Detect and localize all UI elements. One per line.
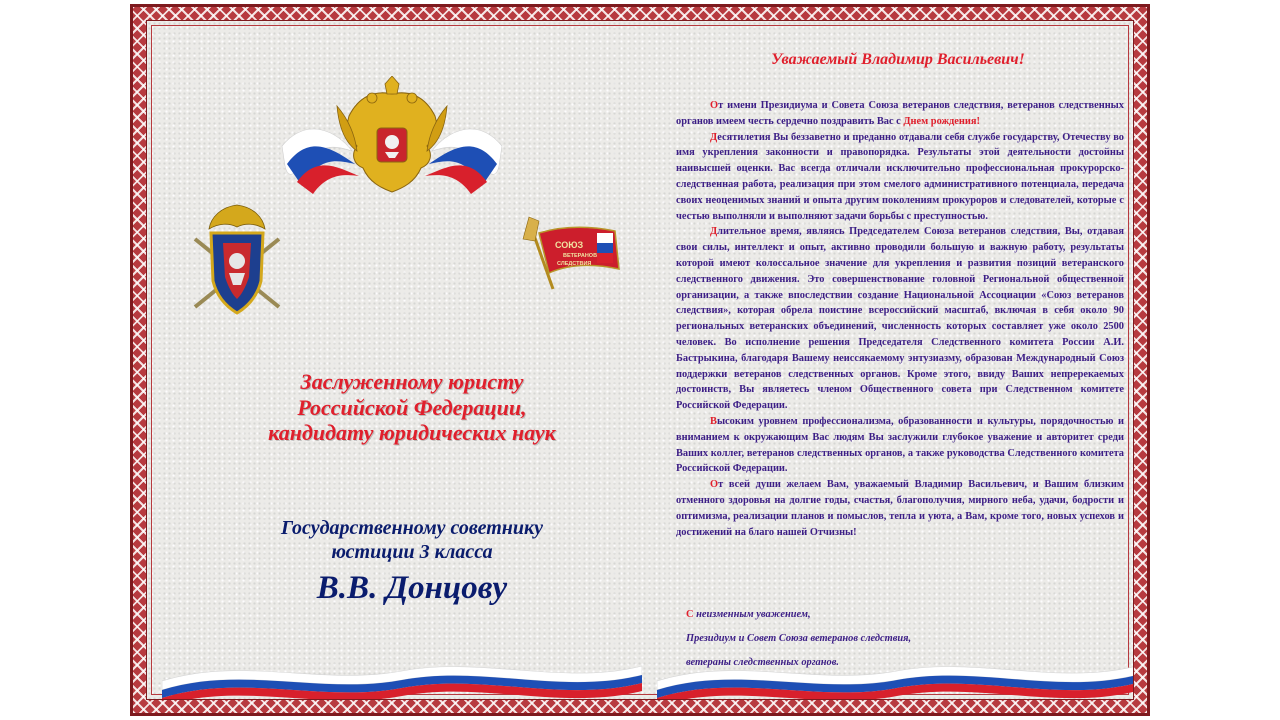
greeting-heading: Уважаемый Владимир Васильевич! (771, 51, 1025, 68)
certificate-sheet (147, 21, 1133, 699)
letter-paragraph: От имени Президиума и Совета Союза ветеранов следствия, ветеранов следственных органов имеем честь сердечно поздравить Вас с Днем рождения! (676, 100, 1124, 127)
honorary-title-line: Заслуженному юристу (300, 369, 524, 394)
double-headed-eagle-icon (277, 76, 507, 206)
rank-title (227, 516, 597, 564)
pennant-text-line2: ВЕТЕРАНОВ (563, 253, 598, 259)
honorary-title-line: кандидату юридических наук (268, 420, 556, 446)
recipient-name: В.В. Донцову (316, 570, 508, 606)
letter-paragraph: Десятилетия Вы беззаветно и преданно отдавали себя службе государству, Отечеству во имя укрепления законности и правопорядка. Результаты этой деятельности достойны наивысшей оценки. Вас всегда отличали исключительно профессиональная прокурорско-следственная работа, реализация при этом смелого административного потенциала, передача своих неоценимых знаний и опыта другим поколениям прокуроров и следователей, которые с честью выполняли и выполняют задачи борьбы с преступностью. (676, 131, 1124, 222)
signature-line: неизменным уважением, (693, 609, 811, 620)
ornamental-frame (130, 4, 1150, 716)
rank-title-line: юстиции 3 класса (331, 541, 493, 563)
pennant-text-line3: СЛЕДСТВИЯ (557, 261, 592, 267)
signature-block: С неизменным уважением, Президиум и Совет Союза ветеранов следствия, ветераны следственных органов. (686, 603, 1106, 675)
letter-paragraph: Высоким уровнем профессионализма, образованности и культуры, порядочностью и вниманием к окружающим Вас людям Вы заслужили глубокое уважение и авторитет среди Ваших коллег, ветеранов следственных органов, а также руководства Следственного комитета Российской Федерации. (676, 415, 1124, 475)
rank-title-line: Государственному советнику (280, 517, 544, 539)
letter-body (676, 98, 1124, 540)
investigative-committee-emblem-icon (187, 199, 287, 319)
letter-paragraph: От всей души желаем Вам, уважаемый Владимир Васильевич, и Вашим близким отменного здоровья на долгие годы, счастья, благополучия, мирного неба, удачи, бодрости и оптимизма, реализации планов и помыслов, тепла и уюта, а Вам, кроме того, новых успехов и достижений на благо нашей Отчизны! (676, 479, 1124, 538)
honorary-title (207, 369, 617, 446)
honorary-title-line: Российской Федерации, (297, 394, 527, 420)
letter-paragraph: Длительное время, являясь Председателем Союза ветеранов следствия, Вы, отдавая свои силы, интеллект и опыт, активно проводили большую и важную работу, результаты которой имеют колоссальное значение для укрепления и развития позиций ветеранского следственного движения. Это совершенствование головной Региональной общественной организации, а также впоследствии создание Национальной Ассоциации «Союз ветеранов следствия», которая обрела поистине всероссийский масштаб, включая в себя около 90 региональных ветеранских объединений, численность которых составляет уже около 2500 человек. Во исполнение решения Председателя Следственного комитета России А.И. Бастрыкина, благодаря Вашему неиссякаемому энтузиазму, образован Международный Союз поддержки ветеранов следственных органов. Кроме этого, ввиду Ваших непререкаемых достоинств, Вы являетесь членом Общественного совета при Следственном комитете Российской Федерации. (676, 226, 1124, 412)
pennant-text-line1: СОЮЗ (555, 240, 584, 250)
signature-line: ветераны следственных органов. (686, 657, 839, 668)
birthday-highlight: Днем рождения! (903, 115, 980, 127)
tricolor-ribbon-icon (162, 651, 642, 699)
signature-line: Президиум и Совет Союза ветеранов следствия, (686, 633, 912, 644)
veterans-union-pennant-icon (515, 211, 625, 291)
